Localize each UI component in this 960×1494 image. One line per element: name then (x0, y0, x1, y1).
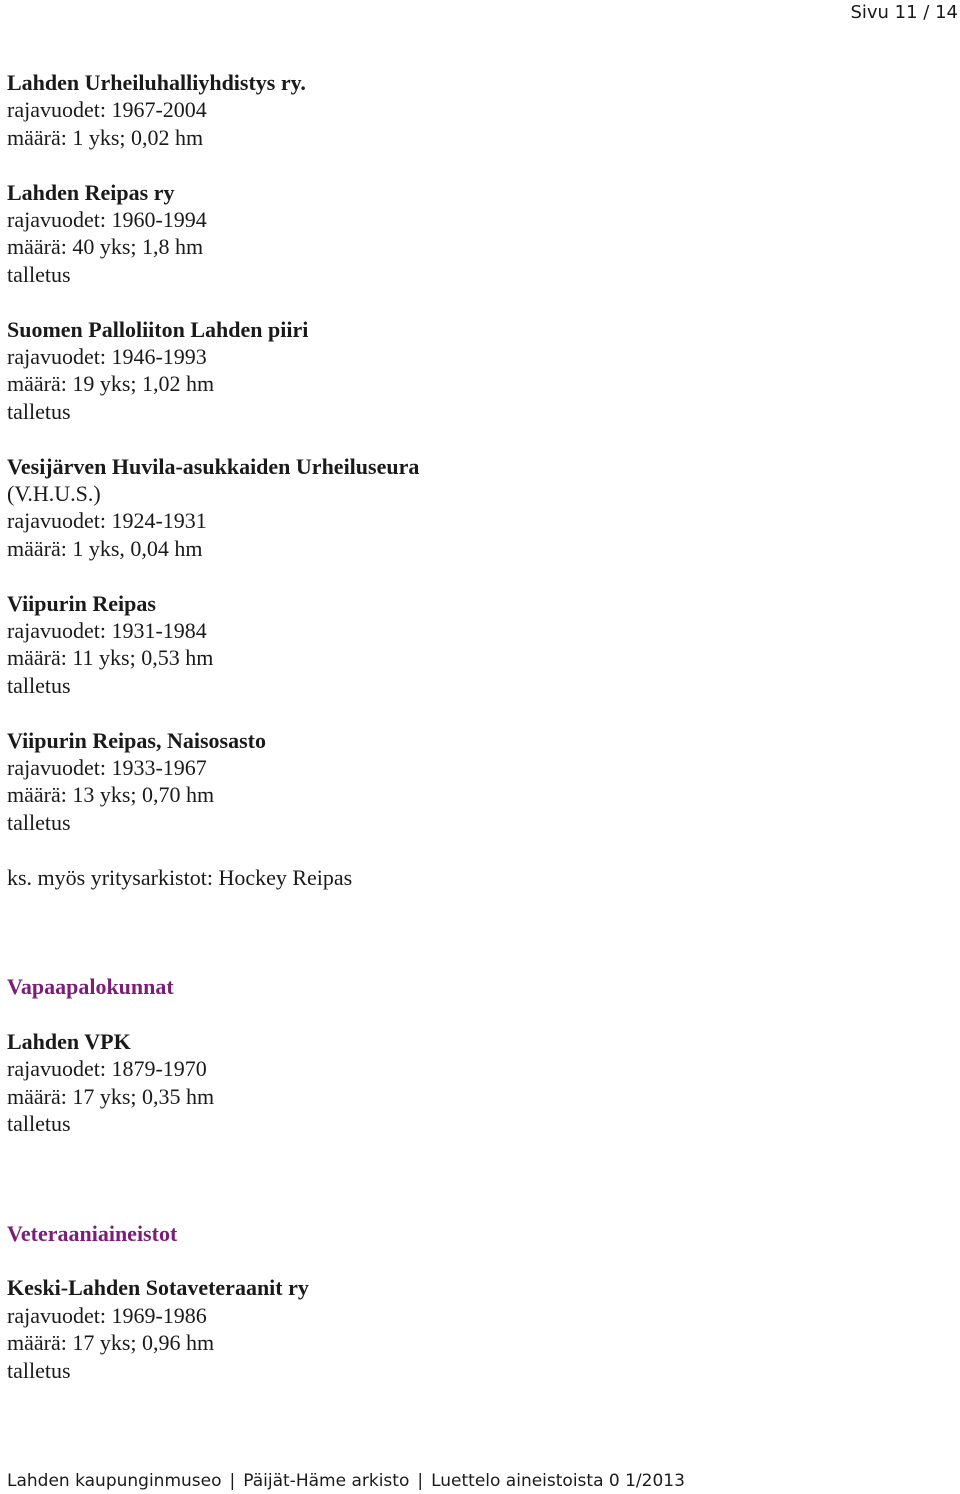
entry-title: Viipurin Reipas, Naisosasto (7, 727, 266, 753)
entry-title-continued: (V.H.U.S.) (7, 481, 101, 507)
footer-separator: | (417, 1471, 424, 1491)
archive-entry (7, 727, 947, 837)
entry-amount: määrä: 17 yks; 0,96 hm (7, 1330, 215, 1356)
page-footer (7, 1470, 685, 1492)
entry-amount: määrä: 1 yks; 0,02 hm (7, 124, 204, 150)
footer-catalog: Luettelo aineistoista 0 1/2013 (431, 1471, 685, 1491)
entry-years: rajavuodet: 1946-1993 (7, 344, 207, 370)
entry-years: rajavuodet: 1933-1967 (7, 755, 207, 781)
entry-title: Lahden VPK (7, 1028, 131, 1054)
entry-amount: määrä: 11 yks; 0,53 hm (7, 645, 214, 671)
see-also-note: ks. myös yritysarkistot: Hockey Reipas (7, 864, 353, 890)
archive-entry (7, 453, 947, 563)
entry-years: rajavuodet: 1879-1970 (7, 1056, 207, 1082)
archive-entry (7, 590, 947, 700)
footer-museum: Lahden kaupunginmuseo (7, 1471, 222, 1491)
entry-years: rajavuodet: 1967-2004 (7, 97, 207, 123)
entry-amount: määrä: 40 yks; 1,8 hm (7, 234, 204, 260)
section-heading-veterans: Veteraaniaineistot (7, 1220, 178, 1246)
entry-years: rajavuodet: 1924-1931 (7, 508, 207, 534)
entry-title: Suomen Palloliiton Lahden piiri (7, 316, 309, 342)
entry-title: Vesijärven Huvila-asukkaiden Urheiluseura (7, 453, 420, 479)
archive-entry (7, 1274, 947, 1384)
entry-years: rajavuodet: 1931-1984 (7, 618, 207, 644)
footer-archive: Päijät-Häme arkisto (243, 1471, 410, 1491)
archive-entry (7, 1028, 947, 1138)
entry-amount: määrä: 17 yks; 0,35 hm (7, 1083, 215, 1109)
section-heading-fire-brigades: Vapaapalokunnat (7, 974, 174, 1000)
entry-amount: määrä: 1 yks, 0,04 hm (7, 535, 203, 561)
document-body (7, 69, 947, 1384)
entry-deposit: talletus (7, 261, 71, 287)
entry-deposit: talletus (7, 398, 71, 424)
entry-deposit: talletus (7, 809, 71, 835)
archive-entry (7, 69, 947, 151)
archive-entry (7, 179, 947, 289)
entry-title: Lahden Urheiluhalliyhdistys ry. (7, 70, 306, 95)
entry-deposit: talletus (7, 1111, 71, 1137)
entry-amount: määrä: 19 yks; 1,02 hm (7, 371, 215, 397)
entry-deposit: talletus (7, 672, 71, 698)
entry-title: Viipurin Reipas (7, 590, 156, 616)
entry-years: rajavuodet: 1969-1986 (7, 1302, 207, 1328)
entry-deposit: talletus (7, 1357, 71, 1383)
entry-amount: määrä: 13 yks; 0,70 hm (7, 782, 215, 808)
archive-entry (7, 316, 947, 426)
entry-years: rajavuodet: 1960-1994 (7, 207, 207, 233)
entry-title: Lahden Reipas ry (7, 179, 175, 205)
page-number: Sivu 11 / 14 (850, 2, 958, 23)
footer-separator: | (229, 1471, 236, 1491)
entry-title: Keski-Lahden Sotaveteraanit ry (7, 1275, 309, 1301)
